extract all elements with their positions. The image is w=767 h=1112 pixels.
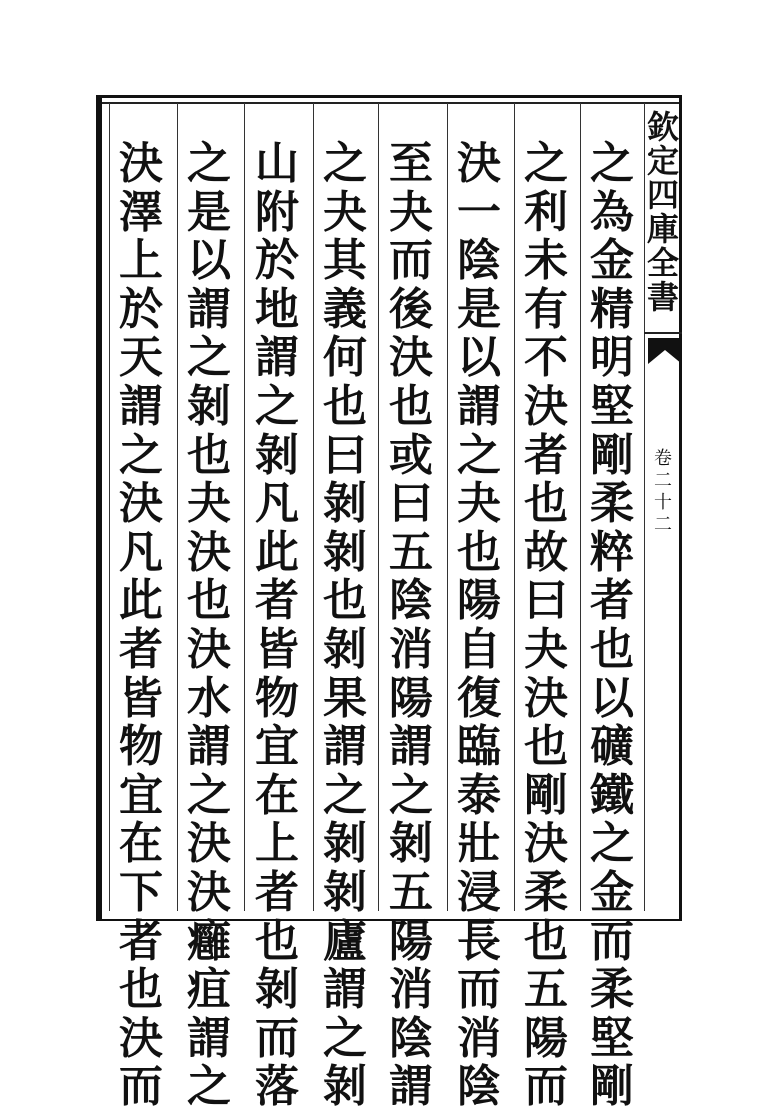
- text-char: 癰: [187, 915, 231, 967]
- text-char: 消: [389, 623, 433, 675]
- text-char: 以: [187, 235, 231, 287]
- text-char: 而: [590, 915, 634, 967]
- text-char: 在: [255, 769, 299, 821]
- text-char: 決: [524, 672, 568, 724]
- text-char: 此: [119, 575, 163, 627]
- text-char: 金: [590, 866, 634, 918]
- text-char: 者: [255, 575, 299, 627]
- text-char: 者: [119, 623, 163, 675]
- text-char: 也: [457, 526, 501, 578]
- text-char: 澤: [119, 186, 163, 238]
- text-char: 不: [524, 332, 568, 384]
- text-char: 物: [119, 721, 163, 773]
- text-char: 之: [590, 818, 634, 870]
- text-char: 曰: [389, 478, 433, 530]
- text-char: 之: [323, 138, 367, 189]
- text-char: 之: [323, 769, 367, 821]
- text-char: 天: [119, 332, 163, 384]
- text-char: 皆: [255, 623, 299, 675]
- text-char: 水: [187, 672, 231, 724]
- text-char: 鐵: [590, 769, 634, 821]
- text-char: 之: [119, 429, 163, 481]
- text-char: 陰: [389, 575, 433, 627]
- text-char: 謂: [323, 964, 367, 1016]
- text-char: 陰: [457, 235, 501, 287]
- column-rule-7: [177, 103, 178, 911]
- text-column-5: [317, 140, 373, 1112]
- text-char: 也: [524, 478, 568, 530]
- text-char: 上: [255, 818, 299, 870]
- text-char: 之: [323, 1012, 367, 1064]
- text-char: 而: [457, 964, 501, 1016]
- text-char: 謂: [323, 721, 367, 773]
- text-column-7: [181, 140, 237, 1112]
- text-char: 決: [389, 332, 433, 384]
- text-char: 自: [457, 623, 501, 675]
- margin-title-char: 定: [646, 142, 679, 180]
- text-char: 物: [255, 672, 299, 724]
- text-char: 者: [255, 866, 299, 918]
- text-char: 謂: [389, 721, 433, 773]
- text-char: 長: [457, 915, 501, 967]
- text-char: 謂: [457, 380, 501, 432]
- text-char: 夬: [187, 478, 231, 530]
- text-char: 堅: [590, 1012, 634, 1064]
- text-char: 精: [590, 283, 634, 335]
- text-char: 謂: [187, 721, 231, 773]
- text-char: 也: [323, 575, 367, 627]
- text-char: 謂: [187, 1012, 231, 1064]
- text-char: 礦: [590, 721, 634, 773]
- text-char: 義: [323, 283, 367, 335]
- text-char: 以: [457, 332, 501, 384]
- text-char: 夬: [323, 186, 367, 238]
- text-char: 為: [590, 186, 634, 238]
- text-char: 復: [457, 672, 501, 724]
- column-rule-3: [447, 103, 448, 911]
- text-char: 之: [457, 429, 501, 481]
- text-char: 宜: [119, 769, 163, 821]
- text-char: 未: [524, 235, 568, 287]
- text-char: 也: [323, 380, 367, 432]
- text-char: 之: [187, 769, 231, 821]
- text-char: 也: [187, 429, 231, 481]
- text-char: 而: [255, 1012, 299, 1064]
- text-char: 者: [524, 429, 568, 481]
- text-char: 落: [255, 1061, 299, 1112]
- column-rule-8: [109, 103, 110, 911]
- text-char: 也: [187, 575, 231, 627]
- text-char: 者: [590, 575, 634, 627]
- text-char: 消: [389, 964, 433, 1016]
- text-char: 下: [119, 866, 163, 918]
- text-char: 剝: [323, 478, 367, 530]
- text-char: 剝: [323, 526, 367, 578]
- text-char: 剛: [524, 769, 568, 821]
- text-char: 決: [119, 478, 163, 530]
- text-char: 是: [457, 283, 501, 335]
- text-char: 在: [119, 818, 163, 870]
- text-char: 謂: [187, 283, 231, 335]
- text-char: 決: [187, 866, 231, 918]
- text-column-1: [584, 140, 640, 1112]
- margin-book-title: [644, 110, 682, 314]
- text-column-8: [113, 140, 169, 1112]
- text-char: 決: [187, 818, 231, 870]
- margin-title-char: 四: [646, 176, 679, 214]
- text-char: 決: [187, 623, 231, 675]
- text-char: 泰: [457, 769, 501, 821]
- frame-inner-top-rule: [102, 102, 679, 104]
- text-char: 謂: [255, 332, 299, 384]
- text-char: 陽: [389, 915, 433, 967]
- margin-title-char: 全: [646, 244, 679, 282]
- text-char: 之: [187, 138, 231, 189]
- text-char: 或: [389, 429, 433, 481]
- column-rule-2: [514, 103, 515, 911]
- text-char: 柔: [590, 478, 634, 530]
- text-char: 皆: [119, 672, 163, 724]
- text-char: 有: [524, 283, 568, 335]
- text-char: 於: [255, 235, 299, 287]
- text-char: 也: [255, 915, 299, 967]
- text-char: 決: [119, 1012, 163, 1064]
- text-char: 一: [457, 186, 501, 238]
- text-char: 決: [119, 138, 163, 189]
- text-char: 陽: [389, 672, 433, 724]
- text-char: 也: [119, 964, 163, 1016]
- text-char: 之: [255, 380, 299, 432]
- text-char: 夬: [524, 623, 568, 675]
- column-rule-4: [378, 103, 379, 911]
- text-column-3: [451, 140, 507, 1112]
- text-char: 至: [389, 138, 433, 189]
- text-char: 而: [389, 235, 433, 287]
- text-char: 決: [524, 380, 568, 432]
- text-char: 粹: [590, 526, 634, 578]
- text-char: 決: [187, 526, 231, 578]
- text-char: 果: [323, 672, 367, 724]
- text-char: 陽: [457, 575, 501, 627]
- text-char: 決: [524, 818, 568, 870]
- text-char: 謂: [119, 380, 163, 432]
- column-rule-6: [244, 103, 245, 911]
- text-char: 也: [389, 380, 433, 432]
- fishtail-mark-icon: [648, 338, 682, 364]
- text-char: 以: [590, 672, 634, 724]
- text-char: 之: [187, 332, 231, 384]
- text-char: 是: [187, 186, 231, 238]
- text-char: 於: [119, 283, 163, 335]
- text-char: 陰: [389, 1012, 433, 1064]
- text-char: 而: [524, 1061, 568, 1112]
- text-char: 陰: [457, 1061, 501, 1112]
- text-char: 臨: [457, 721, 501, 773]
- text-char: 曰: [524, 575, 568, 627]
- text-char: 利: [524, 186, 568, 238]
- margin-divider-rule: [644, 332, 682, 334]
- text-char: 剝: [323, 1061, 367, 1112]
- text-char: 消: [457, 1012, 501, 1064]
- text-char: 者: [119, 915, 163, 967]
- text-column-2: [518, 140, 574, 1112]
- text-char: 剝: [323, 866, 367, 918]
- text-char: 陽: [524, 1012, 568, 1064]
- text-char: 謂: [389, 1061, 433, 1112]
- margin-volume-char: 十: [654, 492, 672, 513]
- margin-volume-char: 二: [654, 470, 672, 491]
- text-char: 剝: [323, 623, 367, 675]
- text-char: 此: [255, 526, 299, 578]
- text-char: 而: [119, 1061, 163, 1112]
- text-char: 剝: [187, 380, 231, 432]
- text-char: 剝: [255, 964, 299, 1016]
- text-char: 剛: [590, 429, 634, 481]
- text-char: 五: [389, 526, 433, 578]
- margin-title-char: 書: [646, 278, 679, 316]
- text-char: 剝: [389, 818, 433, 870]
- text-char: 凡: [119, 526, 163, 578]
- text-char: 夬: [457, 478, 501, 530]
- text-char: 五: [389, 866, 433, 918]
- text-char: 剝: [323, 818, 367, 870]
- column-rule-1: [580, 103, 581, 911]
- text-char: 明: [590, 332, 634, 384]
- margin-volume-char: 二: [654, 514, 672, 535]
- text-char: 也: [590, 623, 634, 675]
- text-char: 附: [255, 186, 299, 238]
- text-char: 堅: [590, 380, 634, 432]
- column-rule-5: [313, 103, 314, 911]
- text-column-6: [249, 140, 305, 1112]
- margin-title-char: 庫: [646, 210, 679, 248]
- text-char: 凡: [255, 478, 299, 530]
- text-char: 上: [119, 235, 163, 287]
- text-char: 其: [323, 235, 367, 287]
- text-char: 柔: [590, 964, 634, 1016]
- text-char: 之: [524, 138, 568, 189]
- text-char: 之: [187, 1061, 231, 1112]
- text-char: 曰: [323, 429, 367, 481]
- text-char: 山: [255, 138, 299, 189]
- text-char: 之: [389, 769, 433, 821]
- text-char: 柔: [524, 866, 568, 918]
- text-char: 何: [323, 332, 367, 384]
- text-char: 廬: [323, 915, 367, 967]
- text-char: 決: [457, 138, 501, 189]
- text-char: 疽: [187, 964, 231, 1016]
- text-char: 宜: [255, 721, 299, 773]
- margin-volume-label: [644, 448, 682, 536]
- text-char: 浸: [457, 866, 501, 918]
- text-char: 壯: [457, 818, 501, 870]
- text-char: 之: [590, 138, 634, 189]
- margin-title-char: 欽: [646, 108, 679, 146]
- text-char: 剝: [255, 429, 299, 481]
- text-char: 後: [389, 283, 433, 335]
- text-char: 也: [524, 915, 568, 967]
- text-char: 故: [524, 526, 568, 578]
- text-char: 夬: [389, 186, 433, 238]
- margin-volume-char: 卷: [654, 448, 672, 469]
- text-char: 剛: [590, 1061, 634, 1112]
- text-char: 也: [524, 721, 568, 773]
- text-char: 金: [590, 235, 634, 287]
- text-column-4: [383, 140, 439, 1112]
- text-char: 五: [524, 964, 568, 1016]
- text-char: 地: [255, 283, 299, 335]
